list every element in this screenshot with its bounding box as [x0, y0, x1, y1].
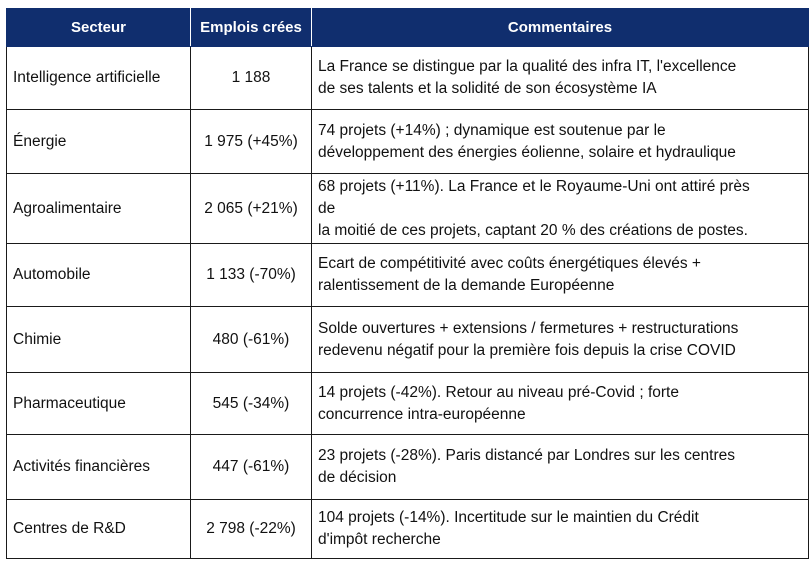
sector-jobs-table — [6, 8, 809, 559]
sector-cell: Agroalimentaire — [7, 174, 191, 244]
jobs-cell: 2 065 (+21%) — [191, 174, 312, 244]
comment-cell — [312, 110, 809, 174]
comment-line: de — [318, 199, 336, 217]
sector-cell: Énergie — [7, 110, 191, 174]
comment-line: de décision — [318, 469, 397, 486]
table-row — [7, 435, 809, 500]
header-row — [7, 9, 809, 47]
table-row — [7, 47, 809, 110]
sector-cell: Intelligence artificielle — [7, 47, 191, 110]
comment-line: Solde ouvertures + extensions / fermetures + restructurations — [318, 319, 739, 337]
comment-line: développement des énergies éolienne, solaire et hydraulique — [318, 143, 736, 161]
comment-line: 104 projets (-14%). Incertitude sur le maintien du Crédit — [318, 509, 699, 526]
comment-cell — [312, 435, 809, 500]
jobs-cell: 1 133 (-70%) — [191, 244, 312, 307]
comment-line: ralentissement de la demande Européenne — [318, 277, 615, 294]
jobs-cell: 447 (-61%) — [191, 435, 312, 500]
comment-cell — [312, 500, 809, 559]
table-row — [7, 307, 809, 373]
table-row — [7, 373, 809, 435]
comment-line: redevenu négatif pour la première fois depuis la crise COVID — [318, 341, 736, 359]
comment-cell — [312, 174, 809, 244]
comment-line: 68 projets (+11%). La France et le Royaume-Uni ont attiré près — [318, 177, 750, 195]
comment-cell — [312, 373, 809, 435]
table-row — [7, 174, 809, 244]
comment-cell — [312, 307, 809, 373]
sector-cell: Centres de R&D — [7, 500, 191, 559]
jobs-cell: 2 798 (-22%) — [191, 500, 312, 559]
table-body — [7, 47, 809, 559]
jobs-cell: 1 188 — [191, 47, 312, 110]
comment-line: 23 projets (-28%). Paris distancé par Londres sur les centres — [318, 447, 735, 464]
comment-line: 74 projets (+14%) ; dynamique est soutenue par le — [318, 121, 666, 139]
comment-line: d'impôt recherche — [318, 531, 441, 548]
comment-line: La France se distingue par la qualité des infra IT, l'excellence — [318, 58, 737, 75]
jobs-cell: 480 (-61%) — [191, 307, 312, 373]
header-sector: Secteur — [7, 9, 191, 47]
comment-line: de ses talents et la solidité de son écosystème IA — [318, 80, 657, 97]
comment-line: 14 projets (-42%). Retour au niveau pré-Covid ; forte — [318, 383, 679, 401]
jobs-cell: 545 (-34%) — [191, 373, 312, 435]
sector-cell: Pharmaceutique — [7, 373, 191, 435]
header-jobs: Emplois crées — [191, 9, 312, 47]
table-header — [7, 9, 809, 47]
jobs-cell: 1 975 (+45%) — [191, 110, 312, 174]
comment-cell — [312, 244, 809, 307]
comment-cell — [312, 47, 809, 110]
comment-line: Ecart de compétitivité avec coûts énergétiques élevés + — [318, 255, 701, 272]
sector-cell: Activités financières — [7, 435, 191, 500]
table-row — [7, 500, 809, 559]
sector-cell: Chimie — [7, 307, 191, 373]
sector-cell: Automobile — [7, 244, 191, 307]
comment-line: concurrence intra-européenne — [318, 405, 526, 423]
table-row — [7, 110, 809, 174]
table-row — [7, 244, 809, 307]
header-comments: Commentaires — [312, 9, 809, 47]
comment-line: la moitié de ces projets, captant 20 % des créations de postes. — [318, 221, 748, 239]
